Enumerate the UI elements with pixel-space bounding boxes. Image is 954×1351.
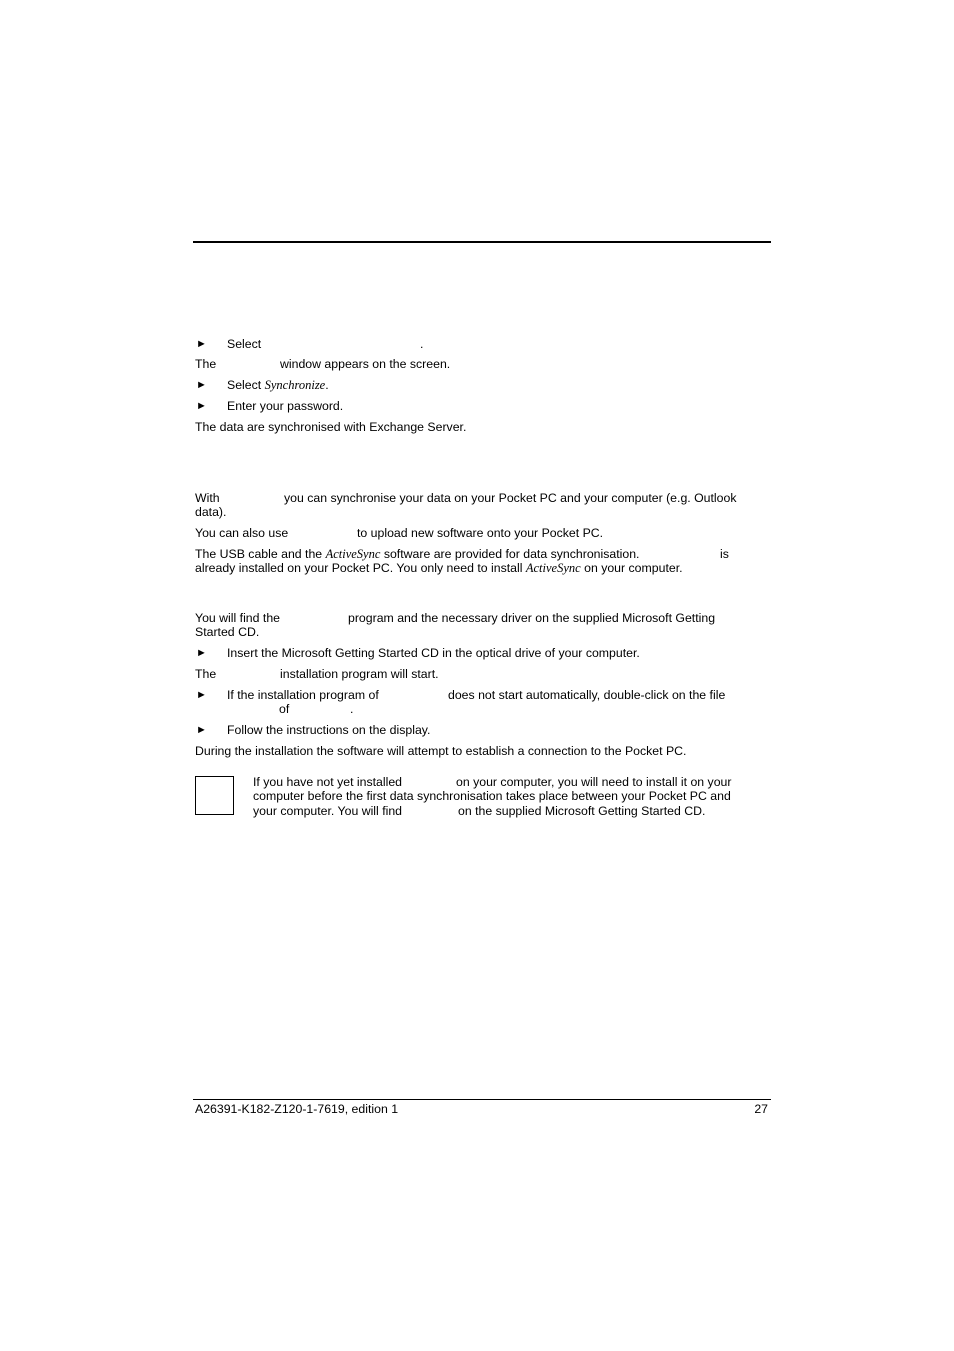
usb-line1-is: is — [720, 547, 729, 561]
usb-line2: already installed on your Pocket PC. You only need to install ActiveSync on your computer. — [195, 561, 683, 575]
with-word: With — [195, 491, 220, 505]
if-end: . — [350, 702, 354, 716]
the-word-2: The — [195, 667, 217, 681]
if-of: of — [279, 702, 290, 716]
if-a: If the installation program of — [227, 688, 379, 702]
bullet-icon: ► — [196, 724, 207, 736]
header-rule — [193, 241, 771, 243]
bullet-icon: ► — [196, 338, 207, 350]
synchronize-label: Synchronize — [264, 378, 326, 392]
note-line3-b: on the supplied Microsoft Getting Started CD. — [458, 804, 706, 818]
select-synchronize-step: Select Synchronize. — [227, 378, 329, 392]
synced-exchange-text: The data are synchronised with Exchange Server. — [195, 420, 467, 434]
bullet-icon: ► — [196, 379, 207, 391]
with-line2: data). — [195, 505, 227, 519]
follow-step: Follow the instructions on the display. — [227, 723, 431, 737]
find-b: program and the necessary driver on the supplied Microsoft Getting — [348, 611, 716, 625]
note-line3-a: your computer. You will find — [253, 804, 403, 818]
find-a: You will find the — [195, 611, 280, 625]
during-text: During the installation the software will attempt to establish a connection to the Pocket PC. — [195, 744, 687, 758]
if-b: does not start automatically, double-click on the file — [448, 688, 726, 702]
select-end: . — [420, 337, 424, 351]
note-line1-b: on your computer, you will need to install it on your — [456, 775, 732, 789]
also-use: You can also use — [195, 526, 289, 540]
page-number: 27 — [754, 1102, 768, 1116]
find-line2: Started CD. — [195, 625, 260, 639]
note-icon — [195, 776, 234, 815]
insert-cd-step: Insert the Microsoft Getting Started CD in the optical drive of your computer. — [227, 646, 640, 660]
install-start: installation program will start. — [280, 667, 439, 681]
footer-rule — [193, 1099, 771, 1100]
note-line1-a: If you have not yet installed — [253, 775, 403, 789]
enter-password-step: Enter your password. — [227, 399, 344, 413]
usb-line1: The USB cable and the ActiveSync software are provided for data synchronisation. — [195, 547, 640, 561]
the-word: The — [195, 357, 217, 371]
bullet-icon: ► — [196, 647, 207, 659]
bullet-icon: ► — [196, 400, 207, 412]
select-intro: Select — [227, 337, 262, 351]
note-line2: computer before the first data synchronisation takes place between your Pocket PC and — [253, 789, 731, 803]
footer-doc-id: A26391-K182-Z120-1-7619, edition 1 — [195, 1102, 399, 1116]
bullet-icon: ► — [196, 689, 207, 701]
with-rest: you can synchronise your data on your Pocket PC and your computer (e.g. Outlook — [284, 491, 737, 505]
also-use-rest: to upload new software onto your Pocket PC. — [357, 526, 604, 540]
window-appears: window appears on the screen. — [280, 357, 451, 371]
